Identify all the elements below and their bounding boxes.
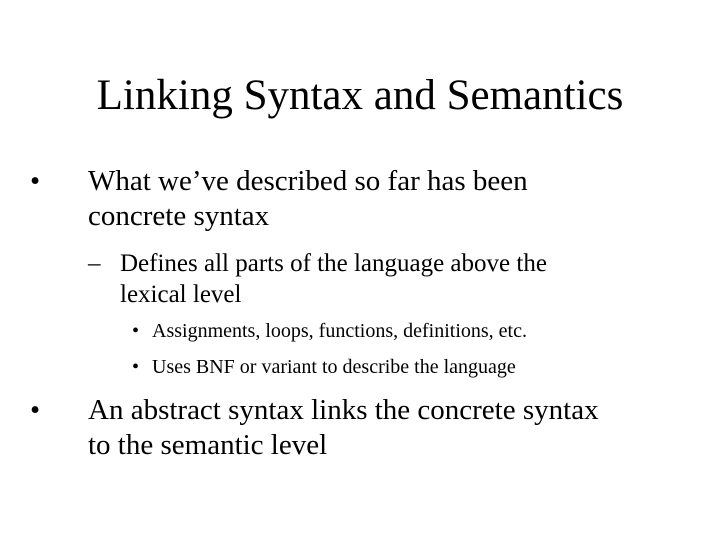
bullet-text-line: Uses BNF or variant to describe the language (152, 356, 516, 378)
bullet-text-line: concrete syntax (88, 200, 270, 232)
dash-glyph: – (88, 250, 101, 277)
bullet-text-line: Defines all parts of the language above the (120, 250, 547, 277)
slide-title: Linking Syntax and Semantics (96, 72, 624, 119)
sub-sub-bullet-item-1 (152, 318, 527, 344)
bullet-text-line: Assignments, loops, functions, definitions, etc. (152, 320, 527, 342)
bullet-glyph: • (132, 320, 140, 342)
bullet-text-line: An abstract syntax links the concrete syntax (88, 394, 599, 426)
sub-sub-bullet-item-2 (152, 354, 516, 380)
bullet-glyph: • (30, 394, 41, 426)
bullet-item-2 (88, 393, 599, 463)
bullet-glyph: • (30, 165, 41, 197)
bullet-item-1 (88, 164, 528, 234)
bullet-text-line: What we’ve described so far has been (88, 165, 528, 197)
bullet-text-line: lexical level (120, 281, 242, 308)
bullet-glyph: • (132, 356, 140, 378)
bullet-text-line: to the semantic level (88, 429, 328, 461)
sub-bullet-item-1 (120, 248, 547, 310)
